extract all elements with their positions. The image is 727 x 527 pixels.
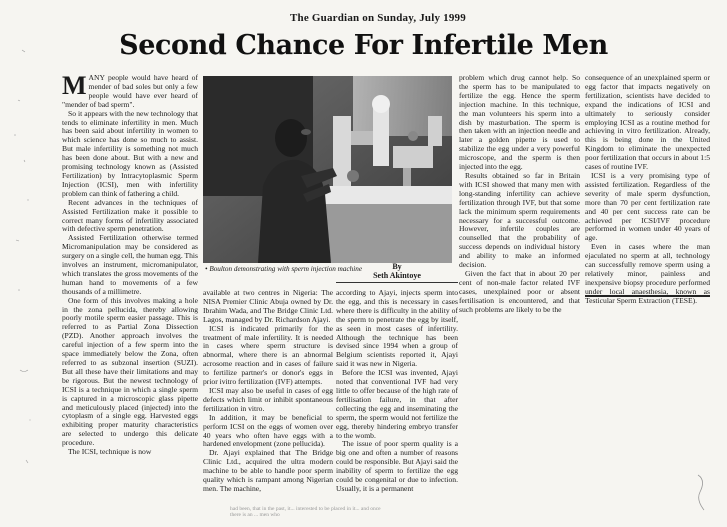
paragraph: according to Ajayi, injects sperm into the egg, and this is necessary in cases where there is difficulty in the ability of the sperm to penetrate the egg by itself, as seen in most cases of infertility. Although the technique has been devised since 1994 when a group of Belgium scientists reported it, Ajayi said it was new in Nigeria. xyxy=(336,289,458,369)
paragraph: ICSI may also be useful in cases of egg defects which limit or inhibit spontaneous fertilization in vitro. xyxy=(203,385,333,413)
byline-author: Seth Akintoye xyxy=(373,271,421,280)
margin-scan-marks xyxy=(10,40,50,510)
paragraph: Even in cases where the man ejaculated no sperm at all, technology can successfully remove sperm using a relatively minor, painless and inexpensive biopsy procedure performed under local anaesthesia, known as Testicular Sperm Extraction (TESE). xyxy=(585,242,710,305)
paragraph: Recent advances in the techniques of Assisted Fertilization make it possible to correct many forms of infertility associated with defective sperm penetration. xyxy=(62,197,198,234)
paragraph: Before the ICSI was invented, Ajayi noted that conventional IVF had very little to offer because of the high rate of fertilisation failure, in that after collecting the egg and inseminating the sperm, the sperm would not fertilize the egg, thereby hindering embryo transfer to the womb. xyxy=(336,368,458,440)
paragraph: In addition, it may be beneficial to perform ICSI on the eggs of women over 40 years who often have eggs with a hardened envelopment (zone pellucida). xyxy=(203,412,333,449)
paragraph: consequence of an unexplained sperm or egg factor that impacts negatively on fertilization, scientists have decided to expand the indications of ICSI and ultimately to seriously consider employing ICSI as a routine method for achieving in vitro fertilization. Already, this is being done in the United Kingdom to eliminate the unexpected poor fertilization that occurs in about 1:5 cases of routine IVF. xyxy=(585,74,710,172)
scan-mark xyxy=(688,470,718,520)
paragraph: The ICSI, technique is now xyxy=(68,447,152,457)
paragraph: Given the fact that in about 20 per cent of non-male factor related IVF cases, unexplained poor or absent fertilisation is encountered, and that such problems are likely to be the xyxy=(459,268,580,314)
byline xyxy=(336,262,458,280)
masthead: The Guardian on Sunday, July 1999 xyxy=(290,12,466,24)
article-column-5 xyxy=(585,74,710,324)
paragraph: Results obtained so far in Britain with ICSI showed that many men with long-standing infertility can achieve fertilization through IVF, but that some lack the minimum sperm requirements necessary for a successful outcome. However, infertile couples are counselled that the probability of success depends on individual history and ability to make an informed decision. xyxy=(459,170,580,270)
bleed-through-text: had been, that in the past, it... interested to be placed in it... and once there is an ... men who xyxy=(230,506,381,518)
article-column-1 xyxy=(62,74,198,514)
paragraph: ICSI is a very promising type of assisted fertilization. Regardless of the severity of male sperm dysfunction, more than 70 per cent fertilization rate and 40 per cent success rate can be achieved per ICSI/IVF procedure performed in women under 40 years of age. xyxy=(585,170,710,243)
end-rule xyxy=(585,295,710,297)
byline-by: By xyxy=(392,262,402,271)
byline-rule xyxy=(336,282,458,283)
article-photo xyxy=(203,76,452,263)
paragraph: The issue of poor sperm quality is a big one and often a number of reasons could be responsible. But Ajayi said the inability of sperm to fertilize the egg could be congenital or due to infection. Usually, it is a permanent xyxy=(336,439,458,493)
headline: Second Chance For Infertile Men xyxy=(119,30,608,61)
lead-text: ANY people would have heard of mender of bad soles but only a few people would have ever heard of "mender of bad sperm". xyxy=(62,74,198,109)
paragraph: One form of this involves making a hole in the zona pellucida, thereby allowing poorly motile sperm easier passage. This is referred to as Partial Zona Dissection (PZD). Another approach involves the careful injection of a few sperm into the space immediately below the Zona, often referred to as subzonal insertion (SUZI). But all these have their limitations and may be rigorous. But the newest technology of ICSI is a technique in which a single sperm is captured in a microscopic glass pipette and meticulously placed (injected) into the cytoplasm of a single egg. Harvested eggs exhibiting proper maturity characteristics are selected to undergo this delicate procedure. xyxy=(62,295,198,448)
photo-caption: • Boulton demonstrating with sperm injection machine xyxy=(205,265,363,273)
article-column-3 xyxy=(336,289,458,499)
article-column-4 xyxy=(459,74,580,314)
drop-cap: M xyxy=(62,74,87,100)
article-column-2 xyxy=(203,289,333,514)
paragraph: ICSI is indicated primarily for the treatment of male infertility. It is needed in cases where sperm structure is abnormal, where there is an abnormal acrosome reaction and in cases of failure to fertilize partner's or donor's eggs in prior ivitro fertilization (IVF) attempts. xyxy=(203,323,333,387)
paragraph: problem which drug cannot help. So the sperm has to be manipulated to fertilize the egg. Hence the sperm injection machine. In this technique, the man volunteers his sperm into a dish by masturbation. The sperm is then taken with an injection needle and later a golden pipette is used to stabilize the egg under a very powerful microscope, and the sperm is then injected into the egg. xyxy=(459,74,580,172)
paragraph: Assisted Fertilization otherwise termed Micromanipulation may be considered as surgery on a single cell, the human egg. This involves an instrument, micromanipulator, which translates the gross movements of the human hand to movements of a few thousands of a millimetre. xyxy=(62,233,198,296)
paragraph: available at two centres in Nigeria: The NISA Premier Clinic Abuja owned by Dr. Ibrahim Wada, and The Bridge Clinic Ltd. Lagos, managed by Dr. Richardson Ajayi. xyxy=(203,289,333,324)
lead-paragraph xyxy=(62,74,198,110)
paragraph: Dr. Ajayi explained that The Bridge Clinic Ltd., acquired the ultra modern machine to be able to handle poor sperm quality which is rampant among Nigerian men. The machine, xyxy=(203,448,333,493)
paragraph: So it appears with the new technology that tends to eliminate infertility in men. Much has been said about infertility in women to which science has done so much to assist. But male infertility is something not much has been done about. But with a new and promising technology known as (Assisted Fertilization) by Intracytoplasmic Sperm Injection (ICSI), men with infertility problem can think of fathering a child. xyxy=(62,108,198,198)
